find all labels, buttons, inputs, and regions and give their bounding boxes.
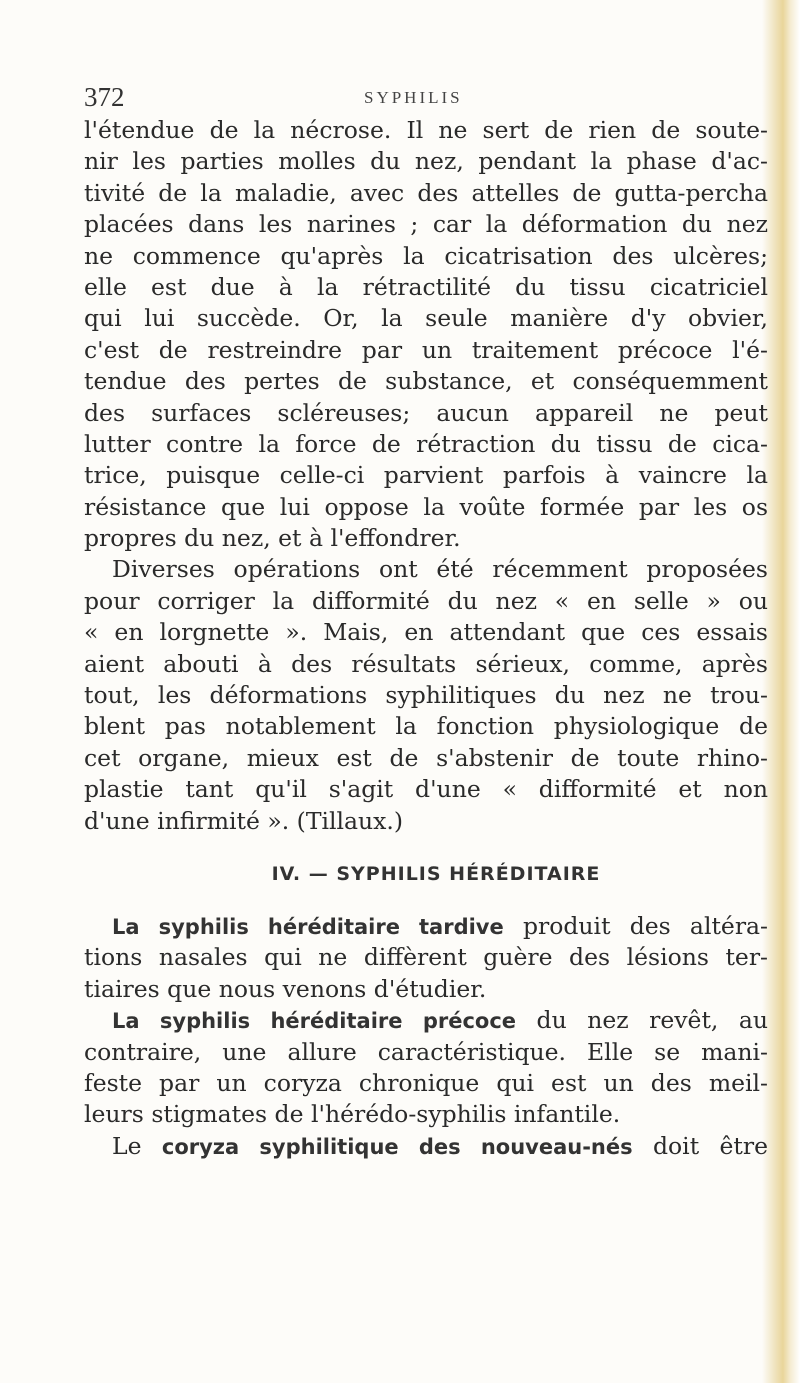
emphasis-term: La syphilis héréditaire précoce (112, 1009, 517, 1034)
text-line: elle est due à la rétractilité du tissu cicatriciel (84, 272, 768, 301)
text-line: aient abouti à des résultats sérieux, comme, après (84, 649, 768, 678)
text-line: Diverses opérations ont été récemment proposées (112, 555, 768, 584)
text-line: tendue des pertes de substance, et conséquemment (84, 367, 768, 396)
paragraph-3 (84, 911, 768, 1005)
running-head: SYPHILIS (364, 88, 463, 107)
text-line: contraire, une allure caractéristique. Elle se mani- (84, 1037, 768, 1066)
text-line: lutter contre la force de rétraction du tissu de cica- (84, 429, 768, 458)
text-line: « en lorgnette ». Mais, en attendant que ces essais (84, 618, 768, 647)
text-line: blent pas notablement la fonction physiologique de (84, 712, 768, 741)
text-fragment: Le (112, 1131, 162, 1160)
text-fragment: doit être (632, 1131, 768, 1160)
text-fragment: produit des altéra- (503, 911, 768, 940)
emphasis-term: coryza syphilitique des nouveau-nés (161, 1134, 633, 1159)
text-line: résistance que lui oppose la voûte formée par les os (84, 492, 768, 521)
section-spacer (84, 837, 768, 859)
text-line: c'est de restreindre par un traitement précoce l'é- (84, 335, 768, 364)
text-line: leurs stigmates de l'hérédo-syphilis infantile. (84, 1100, 621, 1129)
text-line: placées dans les narines ; car la déformation du nez (84, 210, 768, 239)
page-number: 372 (84, 82, 125, 112)
text-line: des surfaces scléreuses; aucun appareil ne peut (84, 398, 768, 427)
page-header (84, 82, 764, 118)
text-line: trice, puisque celle-ci parvient parfois à vaincre la (84, 461, 768, 490)
text-line: tiaires que nous venons d'étudier. (84, 974, 487, 1003)
text-line: tout, les déformations syphilitiques du nez ne trou- (84, 681, 768, 710)
text-line: feste par un coryza chronique qui est un des meil- (84, 1068, 768, 1097)
paragraph-4 (84, 1005, 768, 1131)
paragraph-1 (84, 115, 768, 554)
text-line: cet organe, mieux est de s'abstenir de toute rhino- (84, 743, 768, 772)
text-line: propres du nez, et à l'effondrer. (84, 524, 461, 553)
body-text (84, 115, 768, 1162)
paragraph-5 (84, 1131, 768, 1162)
text-line: nir les parties molles du nez, pendant la phase d'ac- (84, 147, 768, 176)
text-line: qui lui succède. Or, la seule manière d'y obvier, (84, 304, 768, 333)
text-line: ne commence qu'après la cicatrisation des ulcères; (84, 241, 768, 270)
text-line (84, 911, 768, 942)
text-line: d'une infirmité ». (Tillaux.) (84, 806, 404, 835)
section-spacer (84, 889, 768, 911)
emphasis-term: La syphilis héréditaire tardive (112, 914, 504, 939)
text-line (84, 1005, 768, 1036)
text-line: tivité de la maladie, avec des attelles de gutta-percha (84, 178, 768, 207)
text-fragment: du nez revêt, au (516, 1006, 768, 1035)
paragraph-2 (84, 554, 768, 837)
text-line (84, 1131, 768, 1162)
text-line: pour corriger la difformité du nez « en selle » ou (84, 586, 768, 615)
text-line: tions nasales qui ne diffèrent guère des lésions ter- (84, 943, 768, 972)
text-line: plastie tant qu'il s'agit d'une « difformité et non (84, 775, 768, 804)
section-heading: IV. — SYPHILIS HÉRÉDITAIRE (271, 862, 601, 885)
text-line: l'étendue de la nécrose. Il ne sert de rien de soute- (84, 116, 768, 144)
